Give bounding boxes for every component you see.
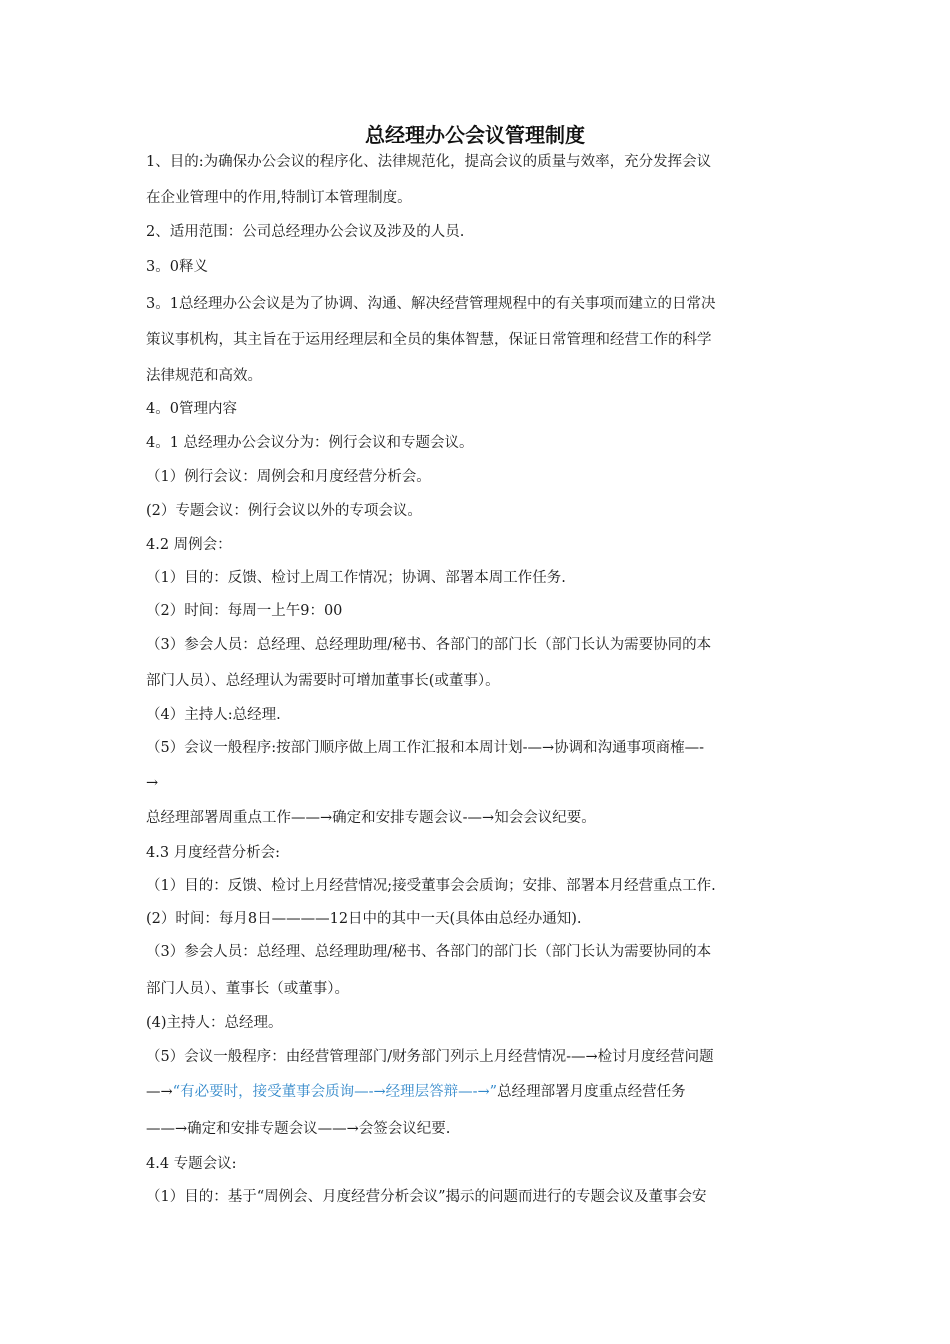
text-line: （3）参会人员：总经理、总经理助理/秘书、各部门的部门长（部门长认为需要协同的本: [146, 944, 712, 960]
text-line: 4.4 专题会议:: [146, 1156, 237, 1172]
text-line: 4。0管理内容: [146, 401, 237, 417]
text-line: (2）时间：每月8日————12日中的其中一天(具体由总经办通知).: [146, 911, 582, 927]
text-line: 4。1 总经理办公会议分为：例行会议和专题会议。: [146, 435, 474, 451]
document-title: 总经理办公会议管理制度: [365, 123, 585, 147]
text-line: 3。0释义: [146, 259, 208, 275]
text-line: （2）时间：每周一上午9：00: [146, 603, 343, 619]
text-line: 4.2 周例会：: [146, 537, 232, 553]
highlighted-text: “有必要时，接受董事会质询—-→经理层答辩—-→”: [172, 1084, 498, 1100]
text-line: 在企业管理中的作用,特制订本管理制度。: [146, 190, 412, 206]
text-line: 2、适用范围：公司总经理办公会议及涉及的人员.: [146, 224, 465, 240]
text-line-highlighted: [146, 1082, 816, 1102]
text-line: 法律规范和高效。: [146, 368, 262, 384]
text-line: 3。1总经理办公会议是为了协调、沟通、解决经营管理规程中的有关事项而建立的日常决: [146, 296, 716, 312]
text-line: 1、目的:为确保办公会议的程序化、法律规范化，提高会议的质量与效率，充分发挥会议: [146, 154, 712, 170]
text-line: 部门人员）、董事长（或董事）。: [146, 981, 349, 997]
text-line: 4.3 月度经营分析会:: [146, 845, 281, 861]
text-line: 策议事机构，其主旨在于运用经理层和全员的集体智慧，保证日常管理和经营工作的科学: [146, 332, 712, 348]
text-line: （5）会议一般程序：由经营管理部门/财务部门列示上月经营情况-—→检讨月度经营问题: [146, 1049, 714, 1065]
text-line: 部门人员）、总经理认为需要时可增加董事长(或董事）。: [146, 673, 500, 689]
text-line: （4）主持人:总经理.: [146, 707, 281, 723]
text-line: （1）目的：反馈、检讨上周工作情况；协调、部署本周工作任务.: [146, 570, 566, 586]
text-line: (2）专题会议：例行会议以外的专项会议。: [146, 503, 422, 519]
text-line: 总经理部署周重点工作——→确定和安排专题会议-—→知会会议纪要。: [146, 810, 596, 826]
text-line: ——→确定和安排专题会议——→会签会议纪要.: [146, 1121, 451, 1137]
text-line: （1）目的：基于“周例会、月度经营分析会议”揭示的问题而进行的专题会议及董事会安: [146, 1189, 707, 1205]
line-suffix: 总经理部署月度重点经营任务: [497, 1084, 686, 1100]
line-prefix: —→: [146, 1084, 173, 1100]
text-line: （5）会议一般程序:按部门顺序做上周工作汇报和本周计划-—→协调和沟通事项商榷—-: [146, 740, 705, 756]
text-line: （1）目的：反馈、检讨上月经营情况;接受董事会会质询；安排、部署本月经营重点工作.: [146, 878, 716, 894]
text-line: (4)主持人：总经理。: [146, 1015, 283, 1031]
text-line: （3）参会人员：总经理、总经理助理/秘书、各部门的部门长（部门长认为需要协同的本: [146, 637, 712, 653]
text-line: （1）例行会议：周例会和月度经营分析会。: [146, 469, 431, 485]
text-line: →: [146, 775, 159, 791]
